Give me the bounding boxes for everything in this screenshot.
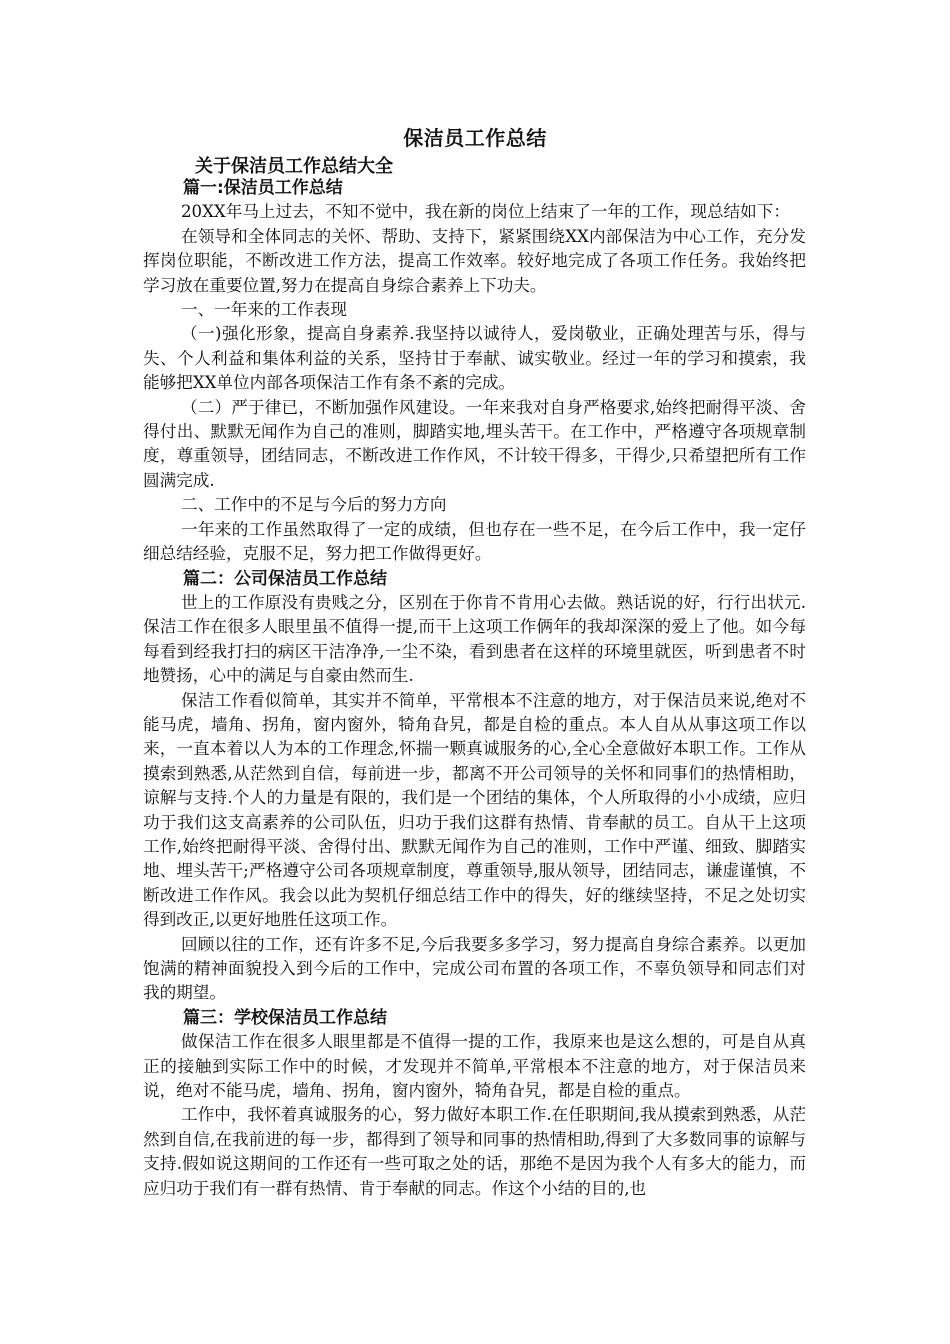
section-heading: 篇二：公司保洁员工作总结 xyxy=(183,568,387,589)
paragraph: 做保洁工作在很多人眼里都是不值得一提的工作，我原来也是这么想的，可是自从真正的接触到实际工作中的时候，才发现并不简单,平常根本不注意的地方，对于保洁员来说，绝对不能马虎，墙角、拐角，窗内窗外，犄角旮旯，都是自检的重点。 xyxy=(143,1032,806,1101)
page-title: 保洁员工作总结 xyxy=(403,126,547,150)
paragraph: （一)强化形象，提高自身素养.我坚持以诚待人，爱岗敬业，正确处理苦与乐，得与失、个人利益和集体利益的关系，坚持甘于奉献、诚实敬业。经过一年的学习和摸索，我能够把XX单位内部各项保洁工作有条不紊的完成。 xyxy=(143,324,806,393)
section-heading: 篇三：学校保洁员工作总结 xyxy=(183,1007,387,1028)
paragraph: 一年来的工作虽然取得了一定的成绩，但也存在一些不足，在今后工作中，我一定仔细总结经验，克服不足，努力把工作做得更好。 xyxy=(143,519,806,564)
paragraph: 回顾以往的工作，还有许多不足,今后我要多多学习，努力提高自身综合素养。以更加饱满的精神面貌投入到今后的工作中，完成公司布置的各项工作，不辜负领导和同志们对我的期望。 xyxy=(143,934,806,1003)
paragraph: 工作中，我怀着真诚服务的心，努力做好本职工作.在任职期间,我从摸索到熟悉，从茫然到自信,在我前进的每一步，都得到了领导和同事的热情相助,得到了大多数同事的谅解与支持.假如说这期间的工作还有一些可取之处的话，那绝不是因为我个人有多大的能力，而应归功于我们有一群有热情、肯于奉献的同志。作这个小结的目的,也 xyxy=(143,1105,806,1198)
paragraph: 世上的工作原没有贵贱之分，区别在于你肯不肯用心去做。熟话说的好，行行出状元.保洁工作在很多人眼里虽不值得一提,而干上这项工作俩年的我却深深的爱上了他。如今每每看到经我打扫的病区干洁净净,一尘不染，看到患者在这样的环境里就医，听到患者不时地赞扬，心中的满足与自豪由然而生. xyxy=(143,592,806,686)
document-subtitle: 关于保洁员工作总结大全 xyxy=(195,156,393,177)
document-body xyxy=(143,176,806,1201)
paragraph: 保洁工作看似简单，其实并不简单，平常根本不注意的地方，对于保洁员来说,绝对不能马虎，墙角、拐角，窗内窗外，犄角旮旯，都是自检的重点。本人自从从事这项工作以来，一直本着以人为本的工作理念,怀揣一颗真诚服务的心,全心全意做好本职工作。工作从摸索到熟悉,从茫然到自信，每前进一步，都离不开公司领导的关怀和同事们的热情相助，谅解与支持.个人的力量是有限的，我们是一个团结的集体，个人所取得的小小成绩，应归功于我们这支高素养的公司队伍，归功于我们这群有热情、肯奉献的员工。自从干上这项工作,始终把耐得平淡、舍得付出、默默无闻作为自己的准则，工作中严谨、细致、脚踏实地、埋头苦干;严格遵守公司各项规章制度，尊重领导,服从领导，团结同志，谦虚谨慎，不断改进工作作风。我会以此为契机仔细总结工作中的得失，好的继续坚持，不足之处切实得到改正,以更好地胜任这项工作。 xyxy=(143,690,806,930)
paragraph: 在领导和全体同志的关怀、帮助、支持下，紧紧围绕XX内部保洁为中心工作，充分发挥岗位职能，不断改进工作方法，提高工作效率。较好地完成了各项工作任务。我始终把学习放在重要位置,努力在提高自身综合素养上下功夫。 xyxy=(143,226,806,295)
paragraph: 20XX年马上过去，不知不觉中，我在新的岗位上结束了一年的工作，现总结如下： xyxy=(181,202,790,222)
paragraph: （二）严于律已，不断加强作风建设。一年来我对自身严格要求,始终把耐得平淡、舍得付出、默默无闻作为自己的准则，脚踏实地,埋头苦干。在工作中，严格遵守各项规章制度，尊重领导，团结同志，不断改进工作作风，不计较干得多，干得少,只希望把所有工作圆满完成. xyxy=(143,397,806,490)
paragraph: 一、一年来的工作表现 xyxy=(181,300,347,320)
paragraph: 二、工作中的不足与今后的努力方向 xyxy=(181,495,447,515)
section-heading: 篇一:保洁员工作总结 xyxy=(183,178,343,198)
